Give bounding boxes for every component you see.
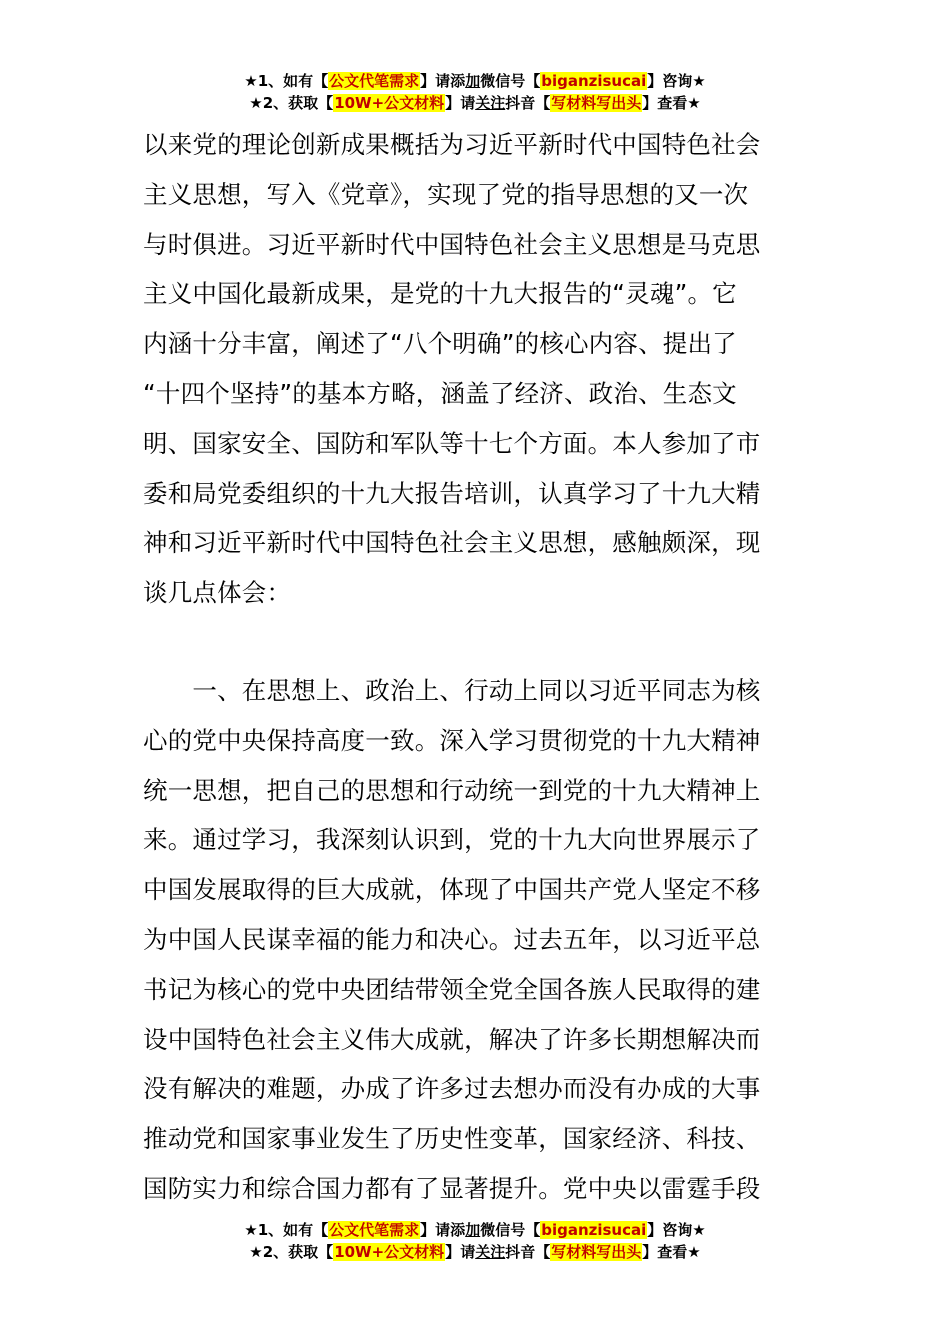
promo-text: 】请 [445, 94, 476, 112]
promo-text: 】请添 [420, 72, 466, 90]
text-line: 谈几点体会： [143, 578, 292, 608]
promo-text: 】咨询★ [647, 1221, 706, 1239]
text-line: 一、在思想上、政治上、行动上同以习近平同志为核 [143, 676, 761, 705]
promo-underline: 加 [465, 1221, 481, 1239]
promo-text: 】请 [445, 1243, 476, 1261]
text-line: 设中国特色社会主义伟大成就，解决了许多长期想解决而 [143, 1024, 761, 1054]
promo-underline: 关注 [475, 1243, 506, 1261]
text-line: 推动党和国家事业发生了历史性变革，国家经济、科技、 [143, 1124, 761, 1154]
promo-highlight: 公文代笔需求 [329, 72, 420, 90]
promo-highlight: biganzisucai [541, 1221, 647, 1239]
text-line: 以来党的理论创新成果概括为习近平新时代中国特色社会 [143, 130, 761, 159]
promo-underline: 加 [465, 72, 481, 90]
promo-highlight: 写材料写出头 [551, 1243, 642, 1261]
text-line: 为中国人民谋幸福的能力和决心。过去五年，以习近平总 [143, 924, 761, 954]
text-line: 心的党中央保持高度一致。深入学习贯彻党的十九大精神 [143, 725, 761, 755]
text-line: 内涵十分丰富，阐述了“八个明确”的核心内容、提出了 [143, 329, 737, 359]
promo-line-2 [0, 92, 950, 114]
text-line: 主义中国化最新成果，是党的十九大报告的“灵魂”。它 [143, 279, 737, 309]
text-line: 国防实力和综合国力都有了显著提升。党中央以雷霆手段 [143, 1173, 761, 1203]
promo-text: ★2、获取【 [249, 1243, 334, 1261]
paragraph-intro [143, 120, 823, 618]
text-line: 统一思想，把自己的思想和行动统一到党的十九大精神上 [143, 775, 761, 805]
promo-underline: 关注 [475, 94, 506, 112]
promo-highlight: 10W+公文材料 [334, 94, 445, 112]
text-line: 主义思想，写入《党章》，实现了党的指导思想的又一次 [143, 179, 749, 209]
text-line: 来。通过学习，我深刻认识到，党的十九大向世界展示了 [143, 825, 761, 855]
text-line: 与时俱进。习近平新时代中国特色社会主义思想是马克思 [143, 229, 761, 259]
paragraph-section-one [143, 666, 823, 1214]
text-line: 中国发展取得的巨大成就，体现了中国共产党人坚定不移 [143, 875, 761, 905]
text-line: 书记为核心的党中央团结带领全党全国各族人民取得的建 [143, 974, 761, 1004]
promo-text: 微信号【 [480, 1221, 541, 1239]
promo-text: 】查看★ [642, 1243, 701, 1261]
promo-banner-top [0, 70, 950, 114]
text-line: 委和局党委组织的十九大报告培训，认真学习了十九大精 [143, 478, 761, 508]
promo-banner-bottom [0, 1219, 950, 1263]
promo-highlight: 写材料写出头 [551, 94, 642, 112]
promo-line-2 [0, 1241, 950, 1263]
promo-text: 】咨询★ [647, 72, 706, 90]
text-line: 没有解决的难题，办成了许多过去想办而没有办成的大事 [143, 1074, 761, 1104]
promo-text: 】查看★ [642, 94, 701, 112]
promo-highlight: biganzisucai [541, 72, 647, 90]
promo-line-1 [0, 1219, 950, 1241]
promo-highlight: 公文代笔需求 [329, 1221, 420, 1239]
promo-text: 抖音【 [505, 1243, 551, 1261]
promo-highlight: 10W+公文材料 [334, 1243, 445, 1261]
promo-text: 抖音【 [505, 94, 551, 112]
promo-line-1 [0, 70, 950, 92]
text-line: “十四个坚持”的基本方略，涵盖了经济、政治、生态文 [143, 378, 737, 408]
promo-text: 】请添 [420, 1221, 466, 1239]
promo-text: ★1、如有【 [244, 72, 329, 90]
text-line: 明、国家安全、国防和军队等十七个方面。本人参加了市 [143, 428, 761, 458]
text-line: 神和习近平新时代中国特色社会主义思想，感触颇深，现 [143, 528, 761, 558]
promo-text: ★1、如有【 [244, 1221, 329, 1239]
promo-text: 微信号【 [480, 72, 541, 90]
promo-text: ★2、获取【 [249, 94, 334, 112]
